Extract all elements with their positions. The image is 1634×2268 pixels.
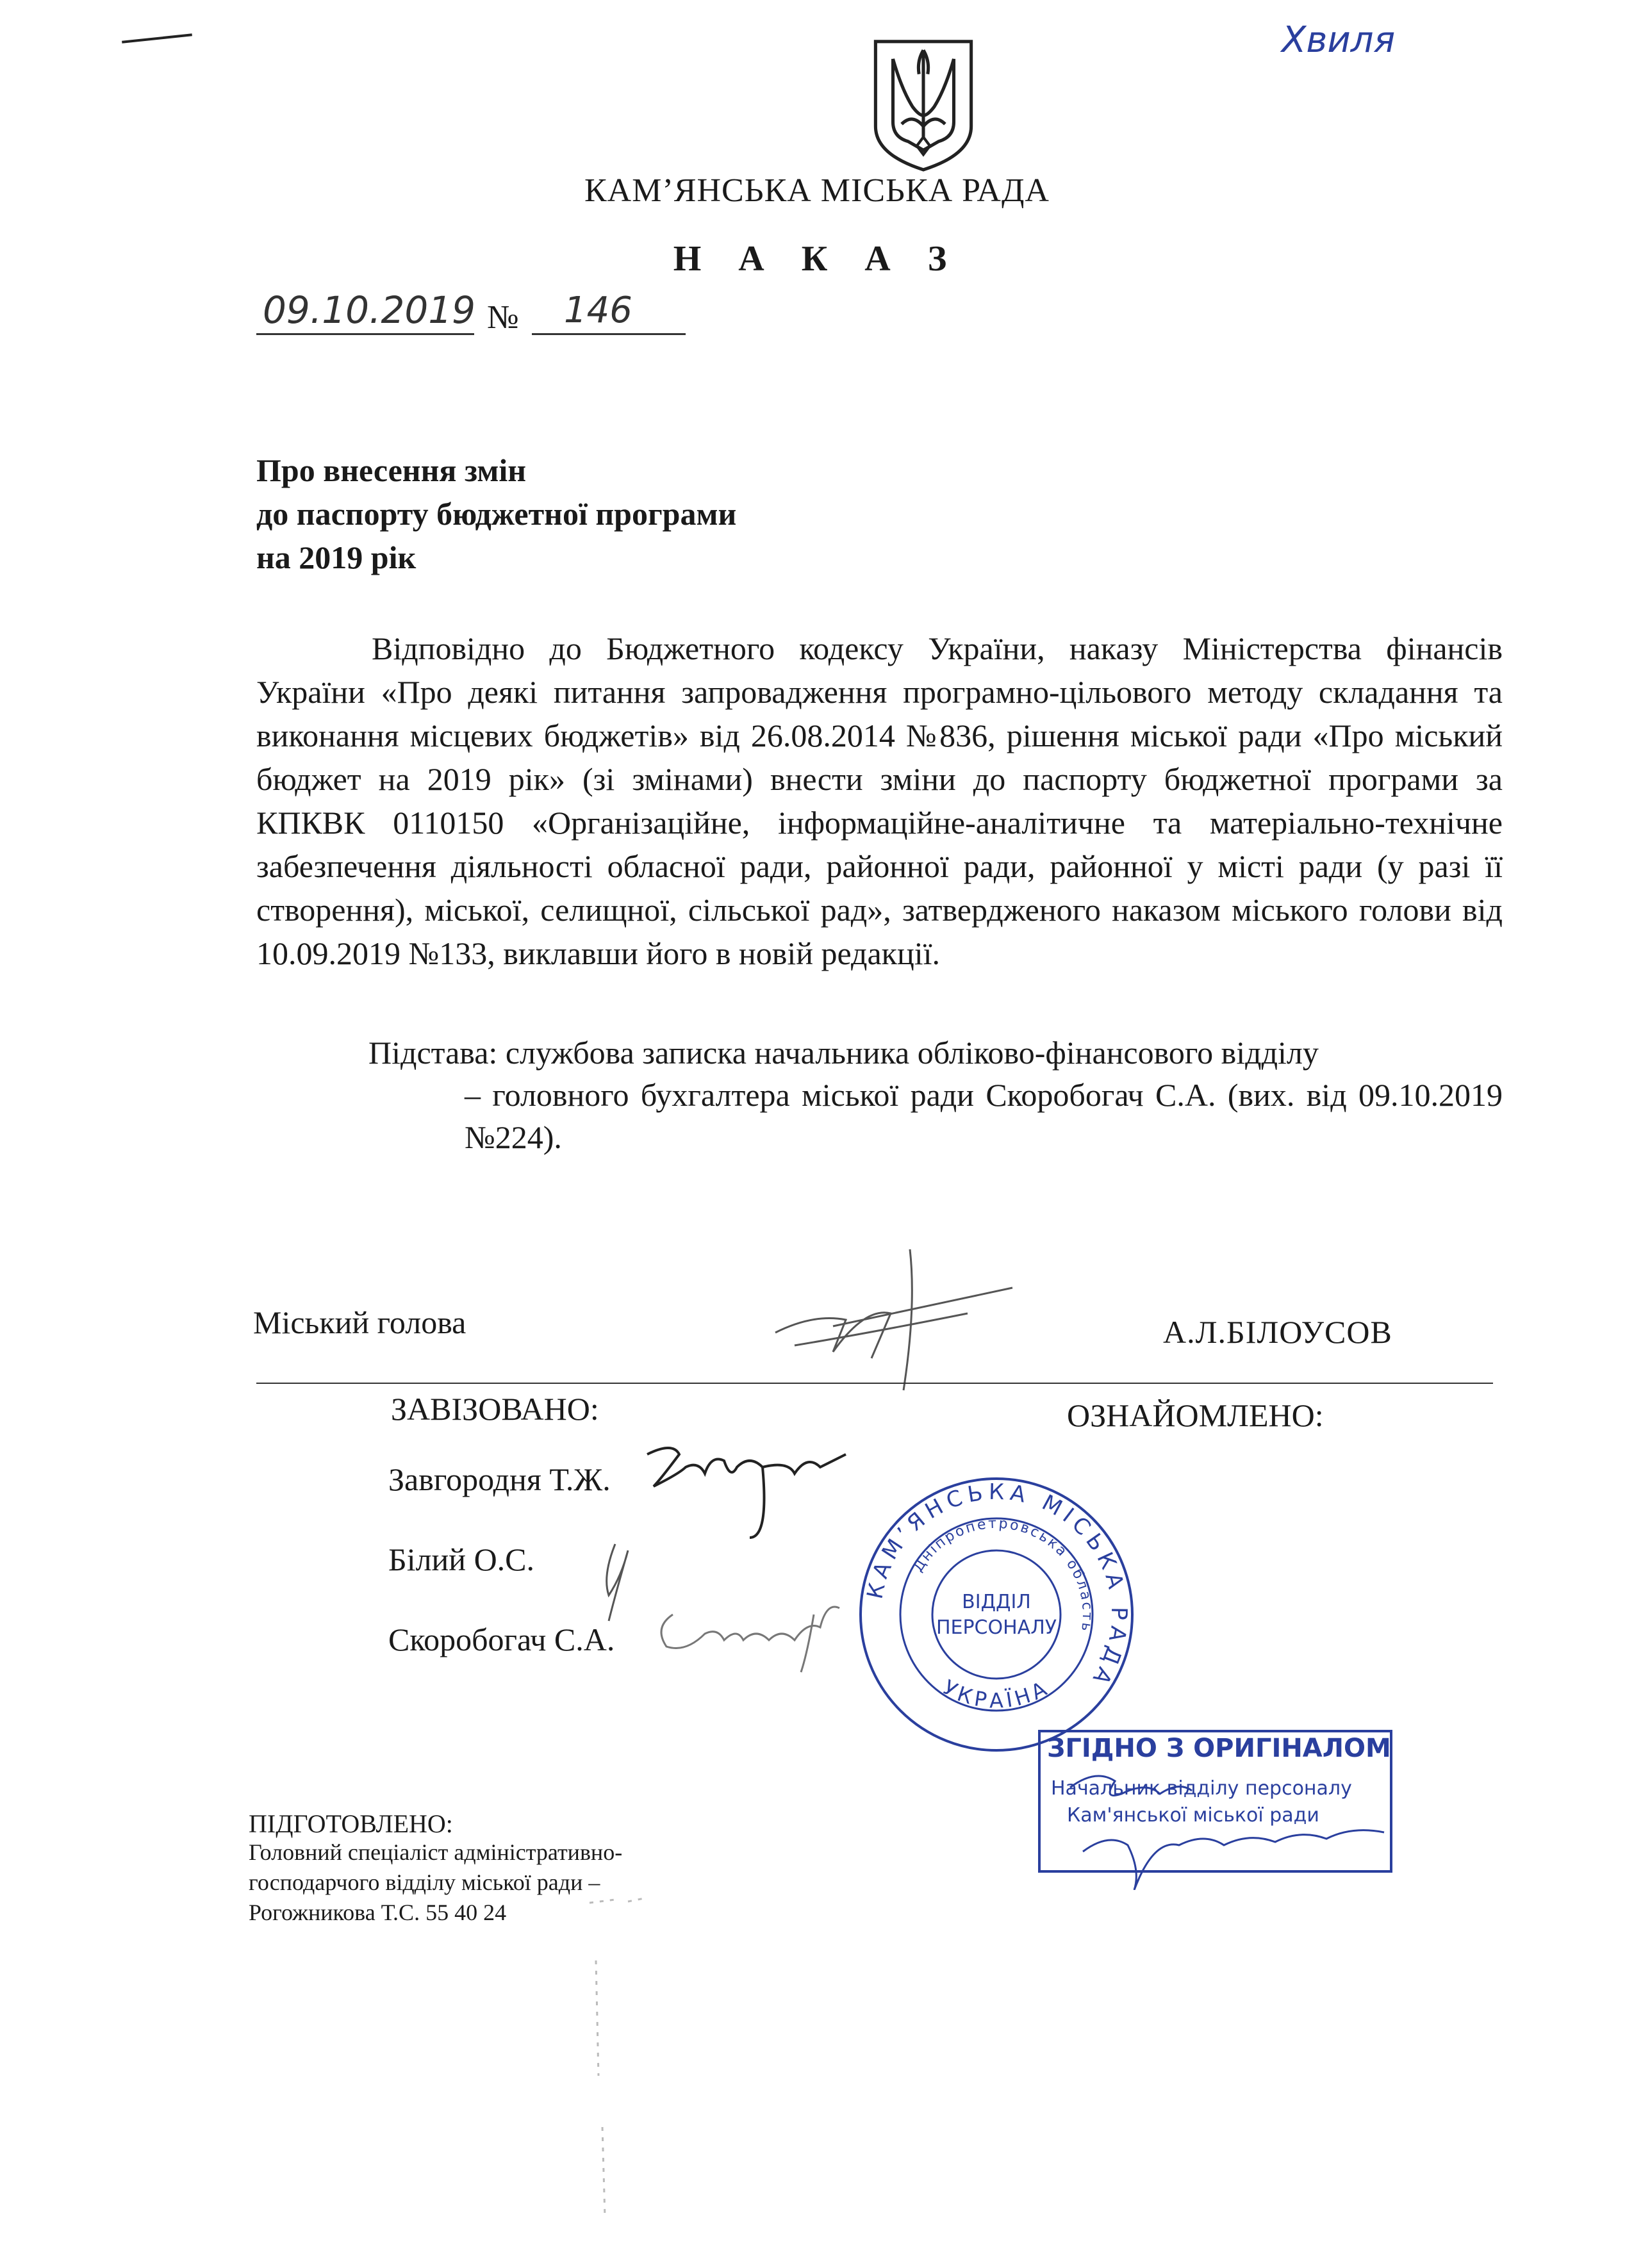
acquainted-label: ОЗНАЙОМЛЕНО:	[1067, 1397, 1324, 1433]
copy-stamp-title: ЗГІДНО З ОРИГІНАЛОМ	[1047, 1734, 1391, 1763]
seal-outer-text: КАМ’ЯНСЬКА МІСЬКА РАДА	[862, 1479, 1132, 1693]
basis-first-line: Підстава: службова записка начальника обліково-фінансового відділу	[368, 1035, 1319, 1071]
basis-note	[368, 1031, 1503, 1158]
svg-text:КАМ’ЯНСЬКА МІСЬКА РАДА	[862, 1479, 1132, 1693]
order-subject	[256, 448, 736, 579]
prepared-label: ПІДГОТОВЛЕНО:	[249, 1809, 453, 1838]
copy-stamp-organization: Кам'янської міської ради	[1067, 1804, 1319, 1827]
visa-name: Завгородня Т.Ж.	[388, 1461, 611, 1497]
number-underline	[532, 333, 686, 335]
visa-signature	[634, 1429, 852, 1544]
date-underline	[256, 333, 474, 335]
prepared-line: Головний спеціаліст адміністративно-	[249, 1839, 623, 1865]
copy-stamp-position: Начальник відділу персоналу	[1051, 1777, 1352, 1800]
order-date: 09.10.2019	[263, 288, 476, 332]
subject-line: до паспорту бюджетної програми	[256, 496, 737, 532]
number-sign: №	[487, 299, 519, 336]
visa-signature	[577, 1538, 654, 1627]
margin-mark	[122, 33, 192, 43]
subject-line: на 2019 рік	[256, 539, 417, 575]
seal-center-text: ПЕРСОНАЛУ	[936, 1616, 1057, 1639]
organization-name: КАМ’ЯНСЬКА МІСЬКА РАДА	[584, 172, 1050, 209]
separator-line	[256, 1383, 1493, 1384]
prepared-line: Рогожникова Т.С. 55 40 24	[249, 1900, 507, 1925]
order-number: 146	[564, 290, 632, 331]
coat-of-arms-icon	[869, 37, 978, 173]
document-type: Н А К А З	[673, 239, 961, 279]
basis-continuation: – головного бухгалтера міської ради Скоробогач С.А. (вих. від 09.10.2019 №224).	[465, 1077, 1503, 1155]
visa-signature	[647, 1589, 859, 1679]
prepared-line: господарчого відділу міської ради –	[249, 1869, 600, 1895]
signer-name: А.Л.БІЛОУСОВ	[1163, 1314, 1392, 1350]
seal-region-text: Дніпропетровська область	[910, 1515, 1096, 1634]
mayor-signature	[756, 1237, 1025, 1397]
svg-text:УКРАЇНА	[939, 1675, 1053, 1713]
round-seal	[852, 1470, 1141, 1759]
scan-marks	[577, 1884, 679, 2268]
vised-label: ЗАВІЗОВАНО:	[391, 1391, 599, 1427]
copy-stamp-signature	[1057, 1762, 1397, 1890]
seal-center-text: ВІДДІЛ	[962, 1591, 1031, 1613]
handwritten-corner-note: Хвиля	[1282, 19, 1396, 61]
seal-bottom-text: УКРАЇНА	[939, 1675, 1054, 1713]
signer-position: Міський голова	[253, 1304, 466, 1340]
visa-name: Скоробогач С.А.	[388, 1622, 615, 1657]
visa-name: Білий О.С.	[388, 1541, 535, 1577]
subject-line: Про внесення змін	[256, 452, 527, 488]
body-paragraph: Відповідно до Бюджетного кодексу України, наказу Міністерства фінансів України «Про деякі питання запровадження програмно-цільового методу складання та виконання місцевих бюджетів» від 26.08.2014 №836, рішення міської ради «Про міський бюджет на 2019 рік» (зі змінами) внести зміни до паспорту бюджетної програми за КПКВК 0110150 «Організаційне, інформаційне-аналітичне та матеріально-технічне забезпечення діяльності обласної ради, районної ради, районної у місті ради (у разі її створення), міської, селищної, сільської рад», затвердженого наказом міського голови від 10.09.2019 №133, виклавши його в новій редакції.	[256, 630, 1503, 971]
order-body	[256, 627, 1503, 975]
